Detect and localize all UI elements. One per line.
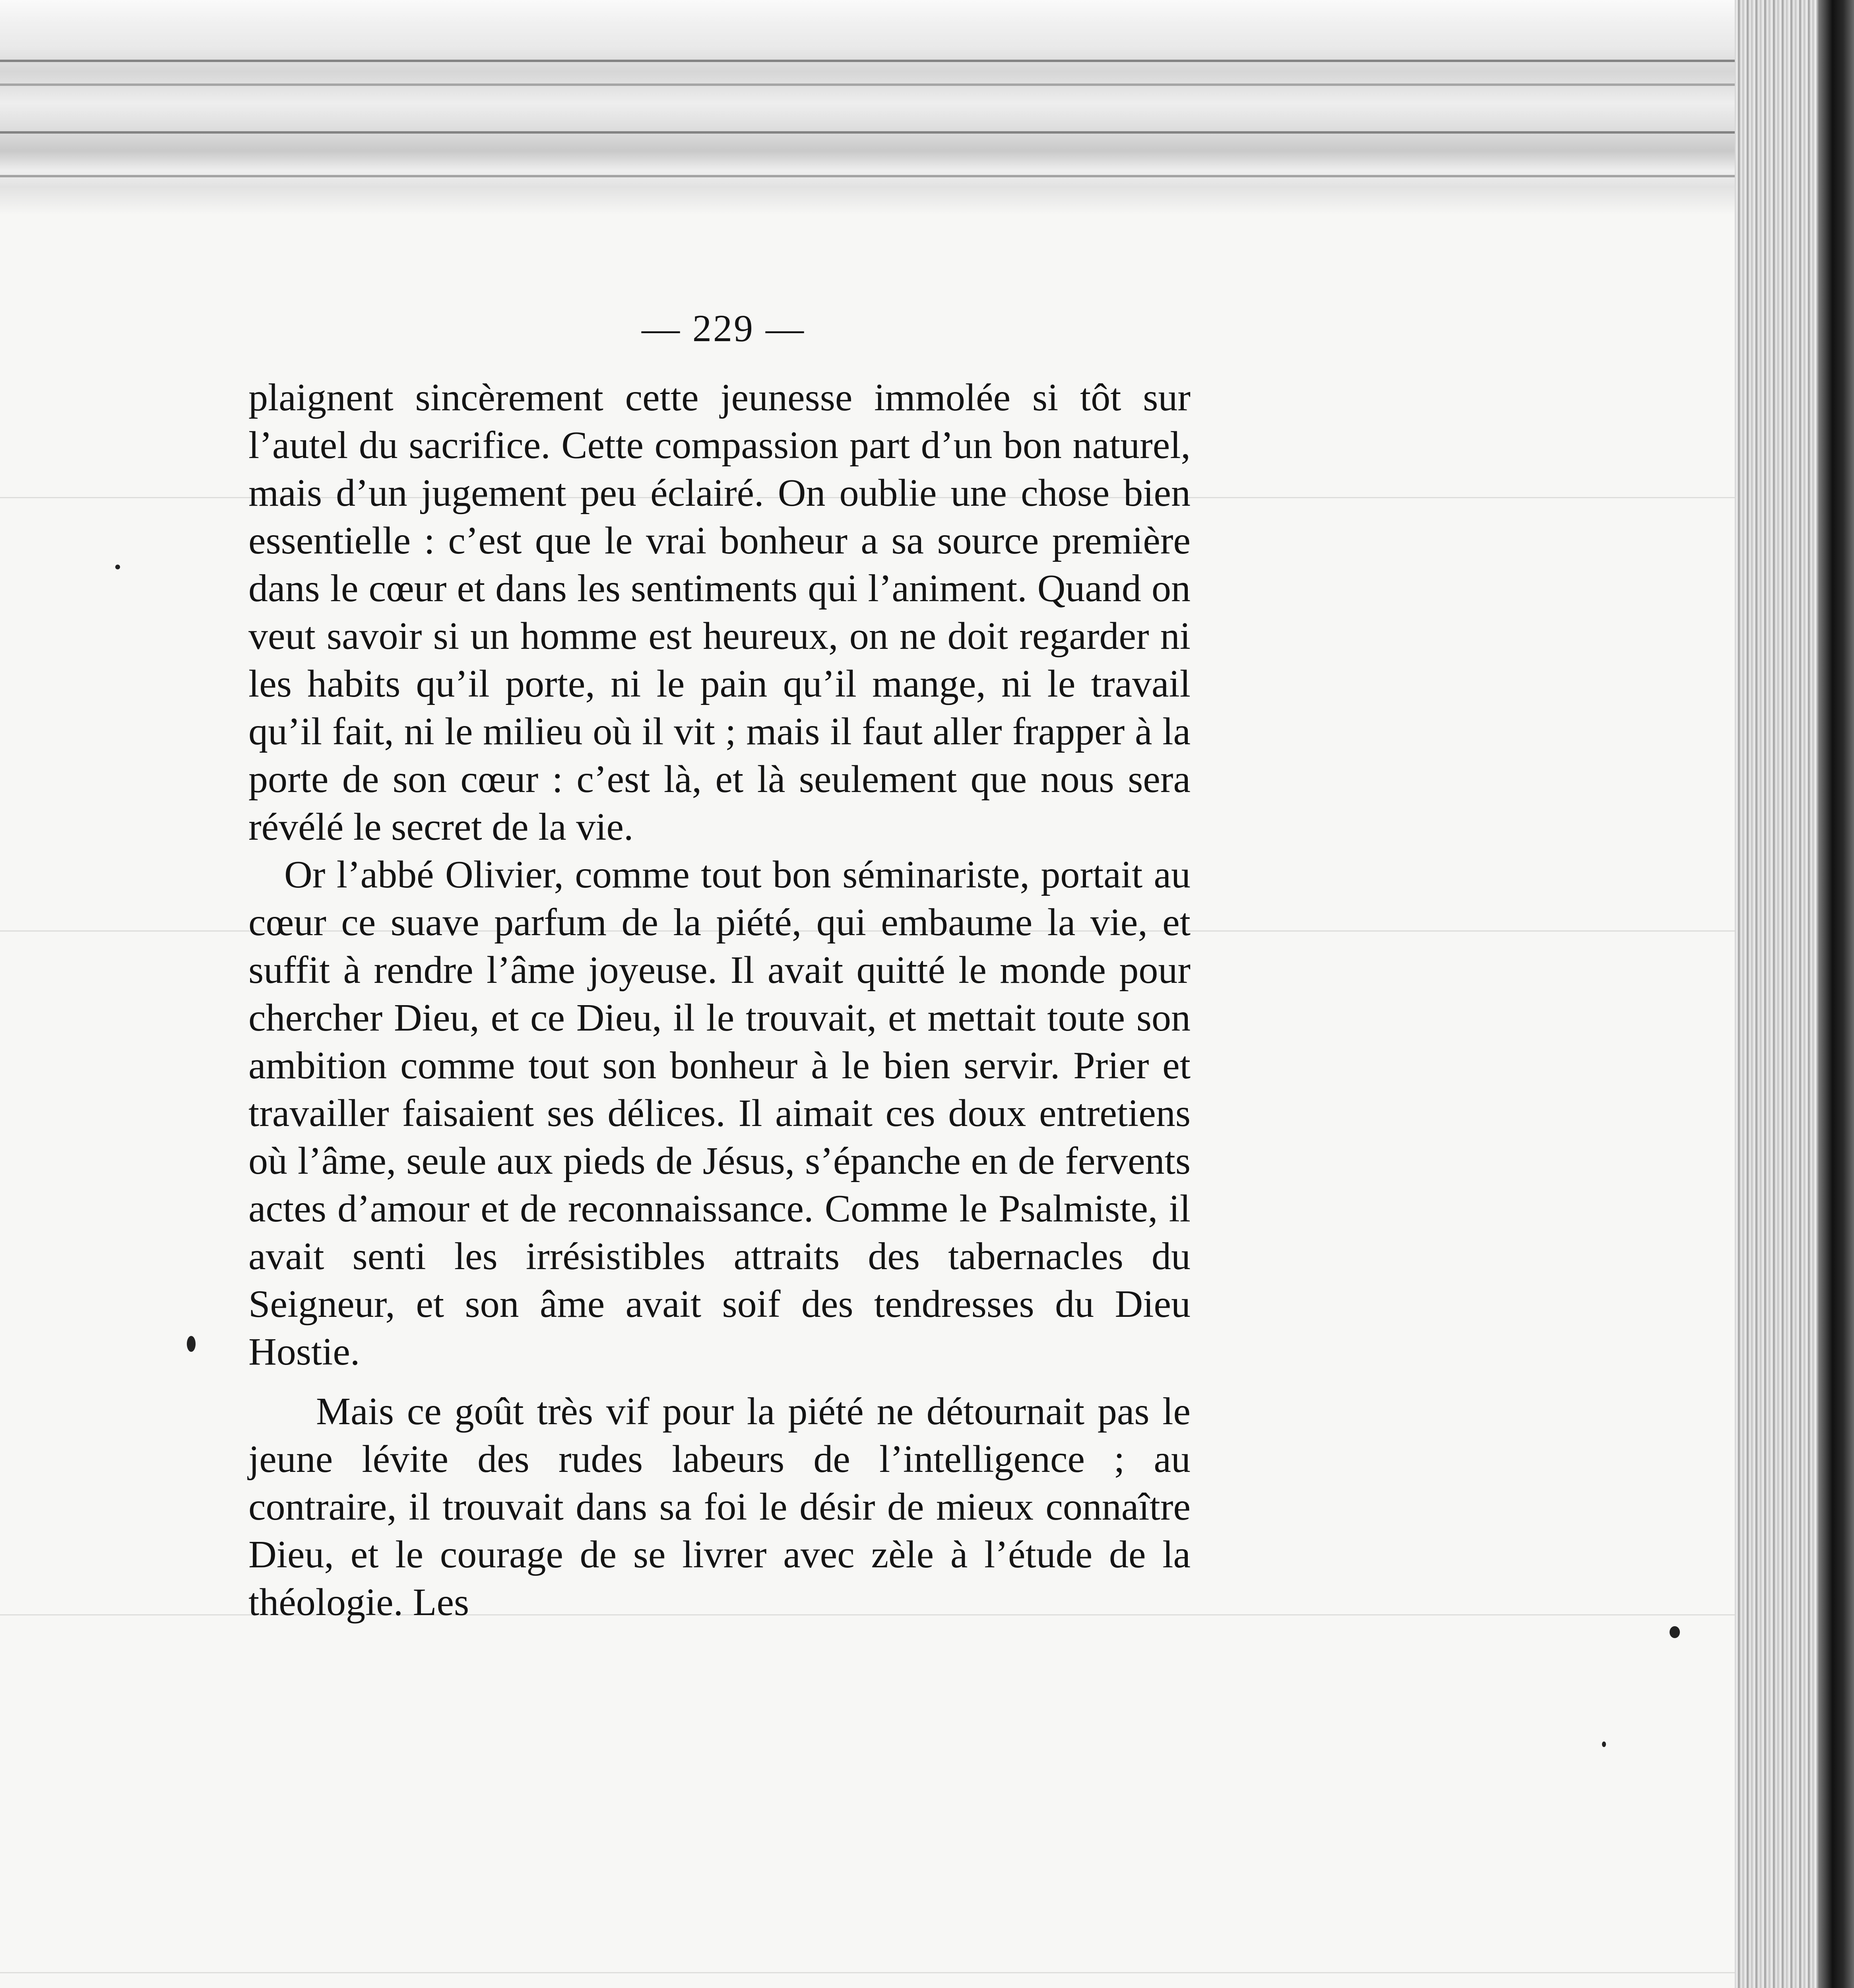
page-number: — 229 — — [642, 307, 805, 349]
scan-artifact-line — [0, 60, 1749, 62]
ink-speck — [115, 565, 120, 569]
paragraph-1: plaignent sincèrement cette jeunesse immolée si tôt sur l’autel du sacrifice. Cette compassion part d’un bon naturel, mais d’un jugement peu éclairé. On oublie une chose bien essentielle : c’est que le vrai bonheur a sa source première dans le cœur et dans les sentiments qui l’animent. Quand on veut savoir si un homme est heureux, on ne doit regarder ni les habits qu’il porte, ni le pain qu’il mange, ni le travail qu’il fait, ni le milieu où il vit ; mais il faut aller frapper à la porte de son cœur : c’est là, et là seulement que nous sera révélé le secret de la vie. — [248, 376, 1191, 848]
paragraph-2: Or l’abbé Olivier, comme tout bon séminariste, portait au cœur ce suave parfum de la piété, qui embaume la vie, et suffit à rendre l’âme joyeuse. Il avait quitté le monde pour chercher Dieu, et ce Dieu, il le trouvait, et mettait toute son ambition comme tout son bonheur à le bien servir. Prier et travailler faisaient ses délices. Il aimait ces doux entretiens où l’âme, seule aux pieds de Jésus, s’épanche en de fervents actes d’amour et de reconnaissance. Comme le Psalmiste, il avait senti les irrésistibles attraits des tabernacles du Seigneur, et son âme avait soif des tendresses du Dieu Hostie. — [248, 853, 1191, 1373]
scan-artifact-line — [0, 131, 1789, 134]
ink-speck — [1670, 1626, 1680, 1638]
body-text — [248, 374, 1191, 1626]
ink-speck — [1602, 1741, 1606, 1747]
scan-artifact-line — [0, 175, 1781, 177]
paragraph-3: Mais ce goût très vif pour la piété ne détournait pas le jeune lévite des rudes labeurs de l’intelligence ; au contraire, il trouvait dans sa foi le désir de mieux connaître Dieu, et le courage de se livrer avec zèle à l’étude de la théologie. Les — [248, 1390, 1191, 1624]
ink-speck — [187, 1336, 196, 1352]
ruled-line — [0, 1972, 1765, 1973]
book-spine-shadow — [1818, 0, 1854, 1988]
scan-artifact-line — [0, 83, 1769, 86]
scan-shadow-band — [0, 0, 1854, 215]
